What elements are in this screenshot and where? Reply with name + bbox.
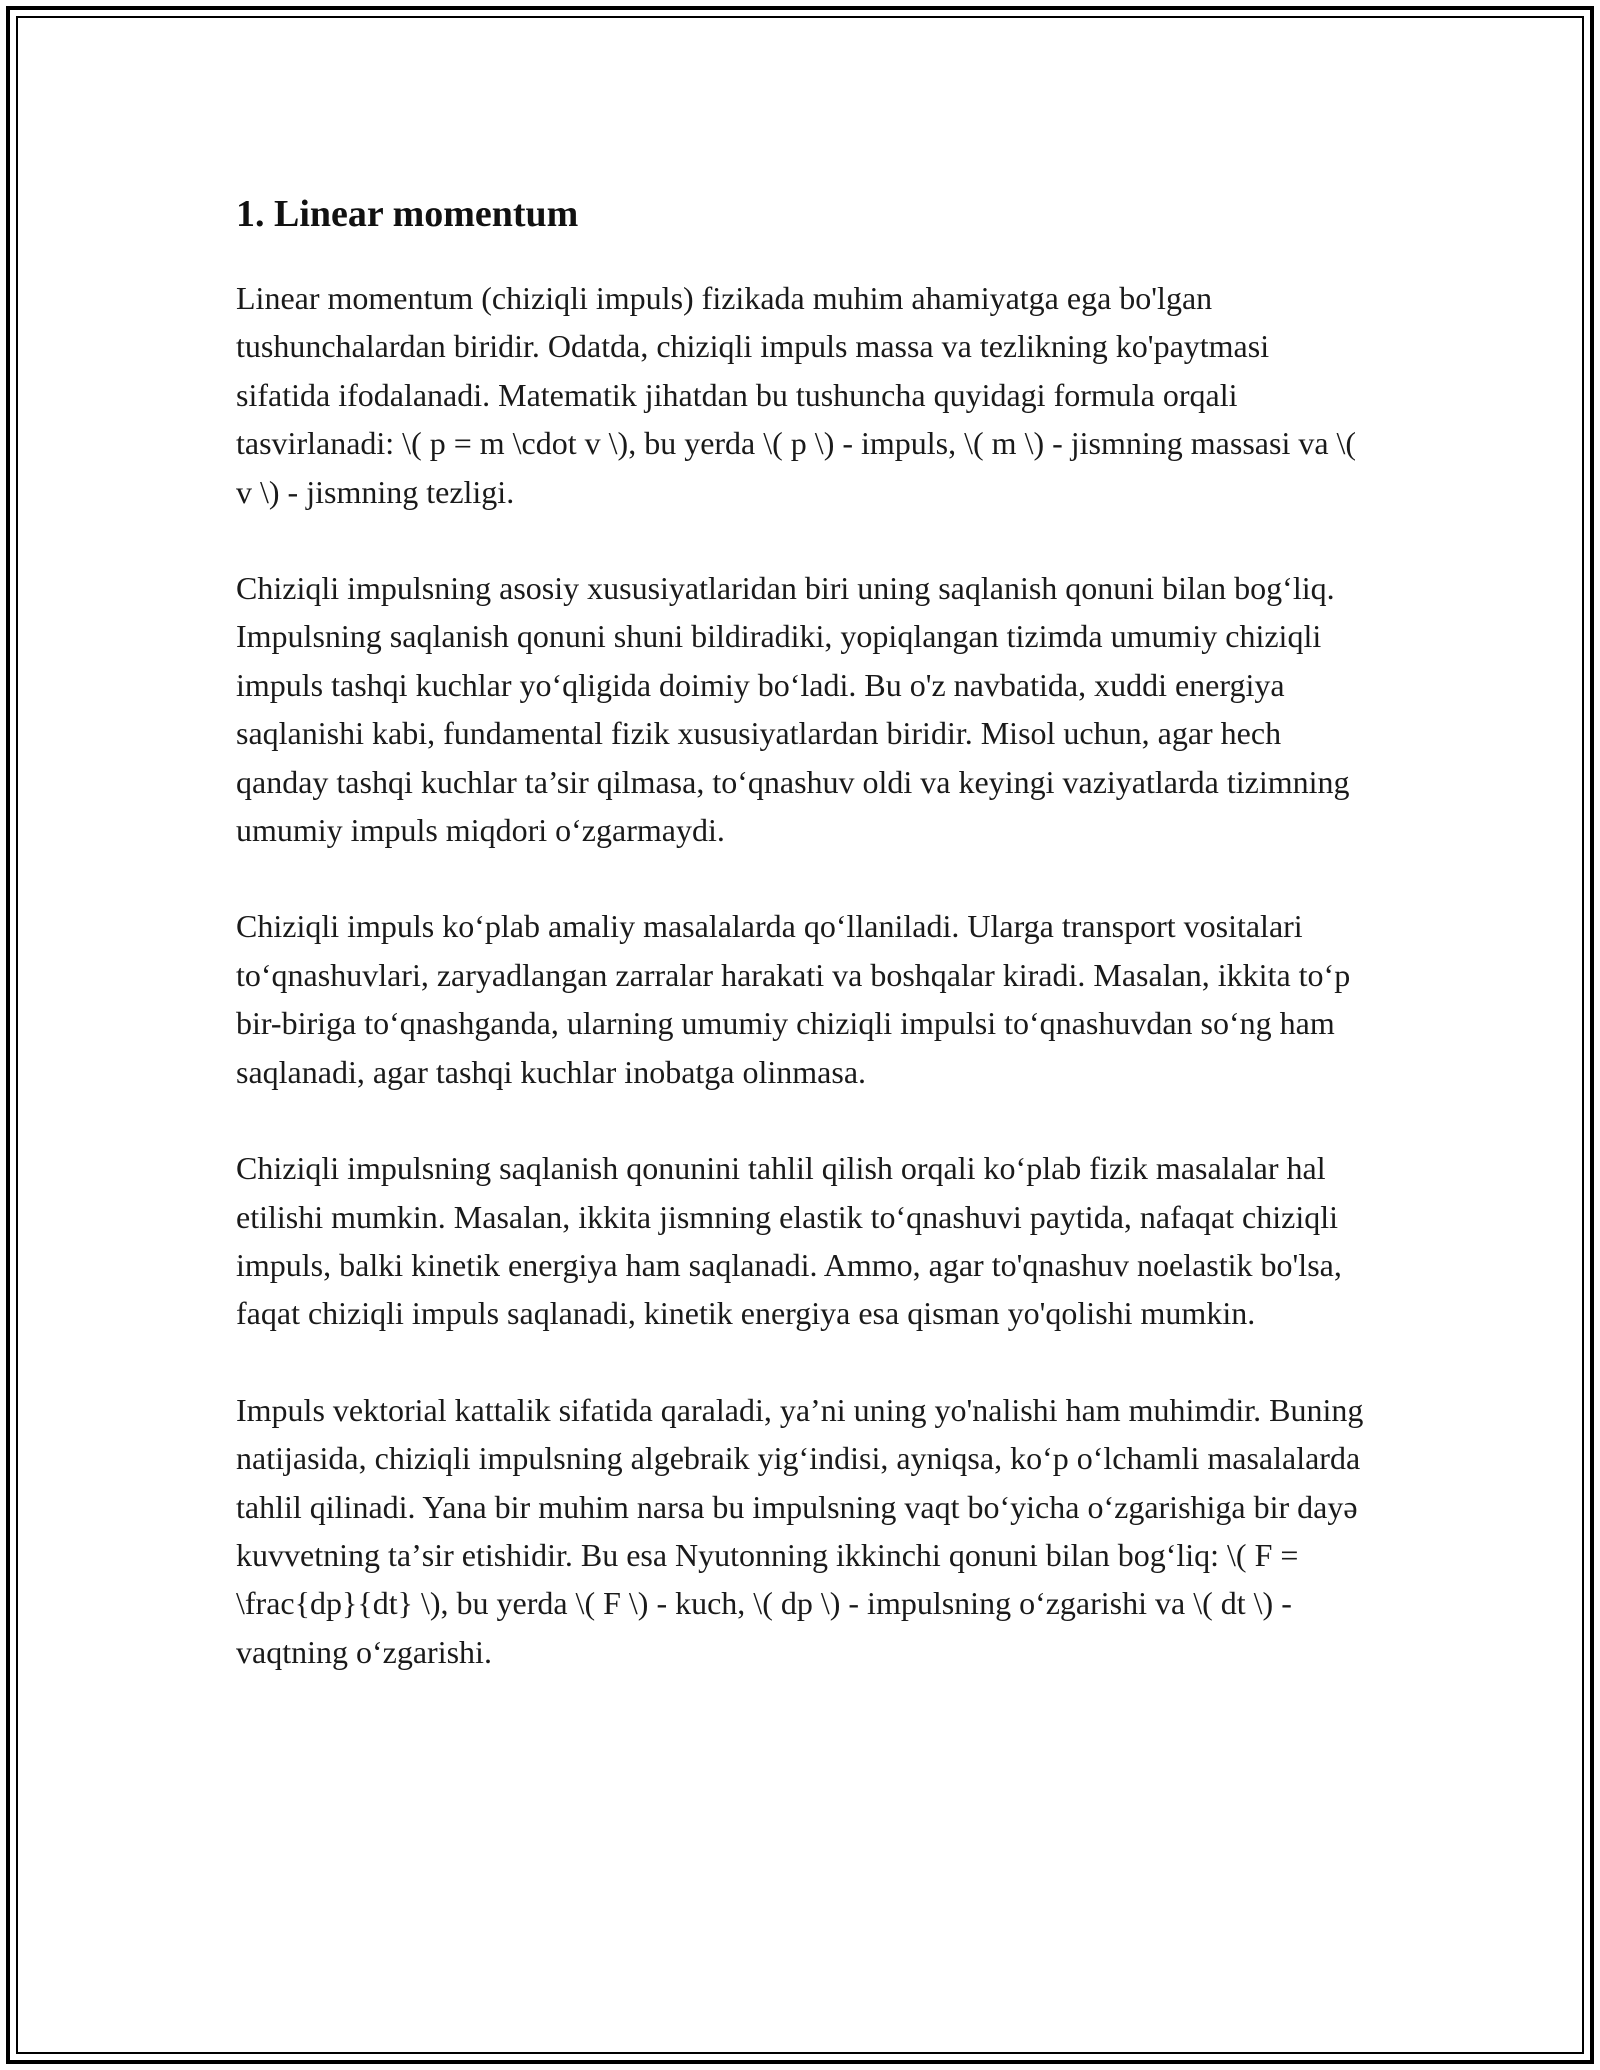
section-heading: 1. Linear momentum <box>236 193 579 235</box>
paragraph-4: Chiziqli impulsning saqlanish qonunini tahlil qilish orqali koʻplab fizik masalalar hal etilishi mumkin. Masalan, ikkita jismning elastik toʻqnashuvi paytida, nafaqat chiziqli impuls, balki kinetik energiya ham saqlanadi. Ammo, agar to'qnashuv noelastik bo'lsa, faqat chiziqli impuls saqlanadi, kinetik energiya esa qisman yo'qolishi mumkin. <box>236 1150 1342 1332</box>
paragraph-2: Chiziqli impulsning asosiy xususiyatlaridan biri uning saqlanish qonuni bilan bogʻliq. Impulsning saqlanish qonuni shuni bildiradiki, yopiqlangan tizimda umumiy chiziqli impuls tashqi kuchlar yoʻqligida doimiy boʻladi. Bu o'z navbatida, xuddi energiya saqlanishi kabi, fundamental fizik xususiyatlardan biridir. Misol uchun, agar hech qanday tashqi kuchlar ta’sir qilmasa, toʻqnashuv oldi va keyingi vaziyatlarda tizimning umumiy impuls miqdori oʻzgarmaydi. <box>236 570 1350 849</box>
document-body <box>236 186 1366 1724</box>
paragraph-1: Linear momentum (chiziqli impuls) fizikada muhim ahamiyatga ega bo'lgan tushunchalardan biridir. Odatda, chiziqli impuls massa va tezlikning ko'paytmasi sifatida ifodalanadi. Matematik jihatdan bu tushuncha quyidagi formula orqali tasvirlanadi: \( p = m \cdot v \), bu yerda \( p \) - impuls, \( m \) - jismning massasi va \( v \) - jismning tezligi. <box>236 280 1357 510</box>
paragraph-3: Chiziqli impuls koʻplab amaliy masalalarda qoʻllaniladi. Ularga transport vositalari toʻqnashuvlari, zaryadlangan zarralar harakati va boshqalar kiradi. Masalan, ikkita toʻp bir-biriga toʻqnashganda, ularning umumiy chiziqli impulsi toʻqnashuvdan soʻng ham saqlanadi, agar tashqi kuchlar inobatga olinmasa. <box>236 908 1351 1090</box>
paragraph-5: Impuls vektorial kattalik sifatida qaraladi, ya’ni uning yo'nalishi ham muhimdir. Buning natijasida, chiziqli impulsning algebraik yigʻindisi, ayniqsa, koʻp oʻlchamli masalalarda tahlil qilinadi. Yana bir muhim narsa bu impulsning vaqt boʻyicha oʻzgarishiga bir dayə kuvvetning taʼsir etishidir. Bu esa Nyutonning ikkinchi qonuni bilan bogʻliq: \( F = \frac{dp}{dt} \), bu yerda \( F \) - kuch, \( dp \) - impulsning oʻzgarishi va \( dt \) - vaqtning oʻzgarishi. <box>236 1391 1364 1670</box>
